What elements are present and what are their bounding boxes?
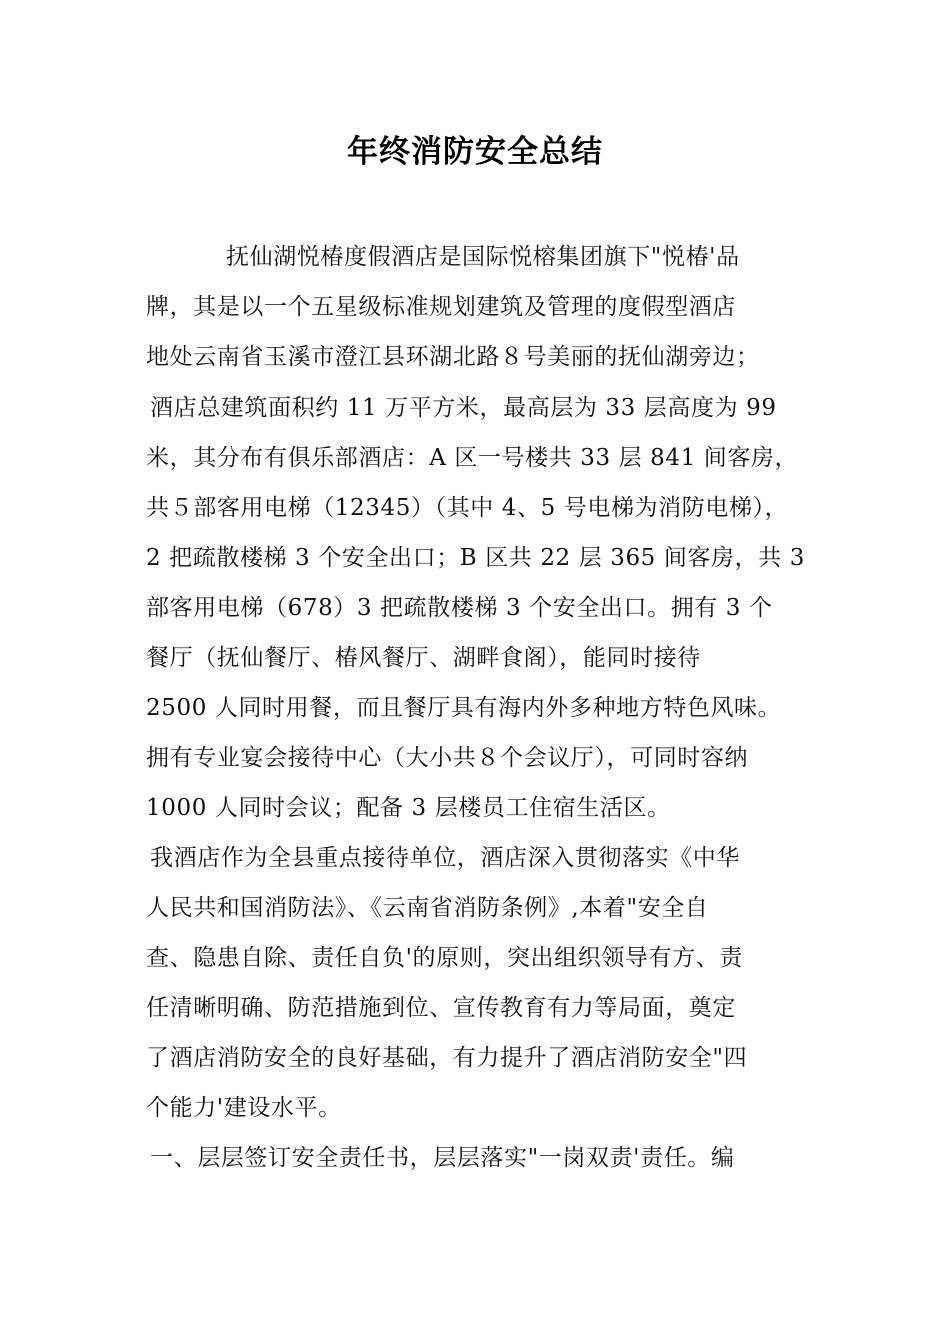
paragraph-line: 一、层层签订安全责任书，层层落实"一岗双责'责任。编 [150,1145,735,1171]
paragraph-line: 2500 人同时用餐，而且餐厅具有海内外多种地方特色风味。 [146,695,782,721]
paragraph-line: 部客用电梯（678）3 把疏散楼梯 3 个安全出口。拥有 3 个 [146,595,773,621]
paragraph-line: 米，其分布有俱乐部酒店：A 区一号楼共 33 层 841 间客房， [146,445,799,471]
paragraph-line: 餐厅（抚仙餐厅、椿风餐厅、湖畔食阁），能同时接待 [146,645,701,671]
paragraph-line: 人民共和国消防法》、《云南省消防条例》,本着"安全自 [146,895,709,921]
document-title: 年终消防安全总结 [347,134,603,170]
paragraph-line: 拥有专业宴会接待中心（大小共８个会议厅），可同时容纳 [146,745,749,771]
paragraph-line: 任清晰明确、防范措施到位、宣传教育有力等局面，奠定 [146,995,736,1021]
paragraph-line: 1000 人同时会议；配备 3 层楼员工住宿生活区。 [146,795,671,821]
paragraph-line: 个能力'建设水平。 [146,1095,342,1121]
paragraph-line: 牌，其是以一个五星级标准规划建筑及管理的度假型酒店 [146,294,736,320]
paragraph-line: 2 把疏散楼梯 3 个安全出口；B 区共 22 层 365 间客房，共 3 [146,545,805,571]
paragraph-line: 了酒店消防安全的良好基础，有力提升了酒店消防安全"四 [146,1045,748,1071]
paragraph-line: 地处云南省玉溪市澄江县环湖北路８号美丽的抚仙湖旁边； [146,344,760,370]
paragraph-line: 酒店总建筑面积约 11 万平方米，最高层为 33 层高度为 99 [150,395,777,421]
paragraph-line: 共５部客用电梯（12345）（其中 4、5 号电梯为消防电梯）， [146,495,789,521]
paragraph-line: 查、隐患自除、责任自负'的原则，突出组织领导有方、责 [146,945,743,971]
paragraph-line: 抚仙湖悦椿度假酒店是国际悦榕集团旗下"悦椿'品 [226,244,740,270]
paragraph-line: 我酒店作为全县重点接待单位，酒店深入贯彻落实《中华 [150,845,740,871]
